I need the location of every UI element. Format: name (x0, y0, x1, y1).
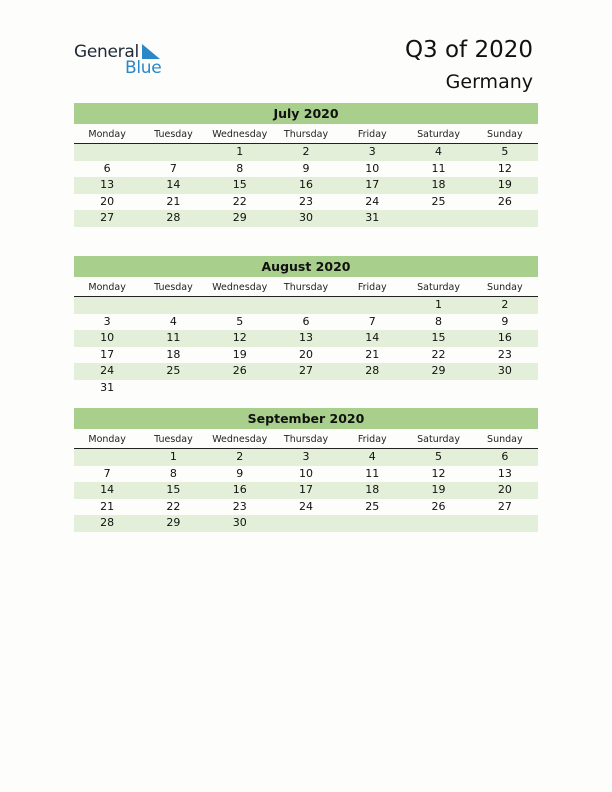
month-july (74, 103, 538, 227)
week-row (74, 330, 538, 347)
week-row (74, 210, 538, 227)
week-row (74, 380, 538, 397)
generalblue-logo (74, 42, 174, 78)
day-cell (405, 380, 471, 397)
day-cell: 15 (166, 483, 181, 497)
day-cell: 2 (236, 450, 244, 463)
month-title: July 2020 (74, 103, 538, 124)
day-cell: 1 (435, 298, 443, 311)
day-cell: 26 (497, 194, 512, 208)
weekday-label: Saturday (417, 434, 460, 445)
day-cell: 24 (298, 499, 313, 513)
week-row (74, 161, 538, 178)
weekday-label: Wednesday (212, 434, 268, 445)
day-cell: 23 (298, 194, 313, 208)
weekday-label: Thursday (283, 129, 329, 140)
day-cell: 31 (365, 211, 380, 225)
weekday-label: Wednesday (212, 129, 268, 140)
day-cell: 22 (431, 347, 446, 361)
week-row (74, 347, 538, 364)
day-cell (472, 515, 538, 532)
week-row (74, 177, 538, 194)
day-cell (140, 297, 206, 314)
day-cell: 15 (232, 178, 247, 192)
day-cell: 5 (501, 145, 509, 158)
weekday-label: Saturday (417, 282, 460, 293)
day-cell: 19 (497, 178, 512, 192)
day-cell: 4 (368, 450, 376, 463)
day-cell: 28 (100, 516, 115, 530)
day-cell: 12 (497, 161, 512, 175)
day-cell: 12 (431, 466, 446, 480)
day-cell: 8 (169, 466, 177, 480)
weekday-label: Sunday (487, 129, 523, 140)
day-cell: 11 (365, 466, 380, 480)
week-row (74, 314, 538, 331)
country-label: Germany (445, 71, 533, 93)
day-cell (207, 380, 273, 397)
week-row (74, 499, 538, 516)
day-cell: 1 (169, 450, 177, 463)
day-cell: 16 (232, 483, 247, 497)
week-row (74, 363, 538, 380)
day-cell: 16 (497, 331, 512, 345)
day-cell: 15 (431, 331, 446, 345)
weekday-label: Tuesday (154, 282, 193, 293)
weekday-label: Friday (357, 434, 387, 445)
day-cell: 26 (232, 364, 247, 378)
day-cell: 24 (100, 364, 115, 378)
day-cell: 21 (365, 347, 380, 361)
weekday-label: Wednesday (212, 282, 268, 293)
week-row (74, 449, 538, 466)
week-row (74, 194, 538, 211)
day-cell: 31 (100, 380, 115, 394)
day-cell: 30 (232, 516, 247, 530)
day-cell: 29 (232, 211, 247, 225)
day-cell: 13 (497, 466, 512, 480)
day-cell (339, 515, 405, 532)
week-row (74, 482, 538, 499)
day-cell: 25 (431, 194, 446, 208)
month-august (74, 256, 538, 397)
day-cell: 11 (166, 331, 181, 345)
week-row (74, 144, 538, 161)
day-cell: 23 (497, 347, 512, 361)
weekday-label: Thursday (283, 282, 329, 293)
day-cell: 29 (431, 364, 446, 378)
day-cell: 3 (302, 450, 310, 463)
day-cell: 27 (100, 211, 115, 225)
day-cell: 17 (298, 483, 313, 497)
week-row (74, 515, 538, 532)
day-cell: 13 (298, 331, 313, 345)
day-cell: 6 (103, 161, 111, 175)
day-cell: 2 (302, 145, 310, 158)
day-cell (74, 144, 140, 161)
weekday-header-row (74, 126, 538, 144)
week-row (74, 466, 538, 483)
day-cell: 5 (236, 314, 244, 328)
day-cell: 20 (298, 347, 313, 361)
day-cell: 3 (103, 314, 111, 328)
day-cell: 8 (435, 314, 443, 328)
day-cell: 10 (100, 331, 115, 345)
day-cell: 13 (100, 178, 115, 192)
weekday-label: Friday (357, 129, 387, 140)
day-cell: 9 (302, 161, 310, 175)
day-cell: 18 (166, 347, 181, 361)
day-cell (472, 210, 538, 227)
day-cell: 7 (169, 161, 177, 175)
weekday-header-row (74, 279, 538, 297)
day-cell: 19 (431, 483, 446, 497)
day-cell (339, 380, 405, 397)
day-cell: 28 (365, 364, 380, 378)
weekday-label: Thursday (283, 434, 329, 445)
day-cell: 4 (169, 314, 177, 328)
day-cell: 20 (497, 483, 512, 497)
day-cell (405, 210, 471, 227)
day-cell (405, 515, 471, 532)
day-cell: 25 (166, 364, 181, 378)
weekday-label: Saturday (417, 129, 460, 140)
day-cell: 21 (166, 194, 181, 208)
day-cell: 12 (232, 331, 247, 345)
month-september (74, 408, 538, 532)
day-cell (472, 380, 538, 397)
week-row (74, 297, 538, 314)
weekday-label: Sunday (487, 434, 523, 445)
weekday-label: Tuesday (154, 434, 193, 445)
day-cell: 7 (103, 466, 111, 480)
weekday-label: Sunday (487, 282, 523, 293)
day-cell: 26 (431, 499, 446, 513)
day-cell: 11 (431, 161, 446, 175)
weekday-label: Friday (357, 282, 387, 293)
day-cell: 20 (100, 194, 115, 208)
day-cell: 18 (431, 178, 446, 192)
day-cell: 10 (365, 161, 380, 175)
day-cell: 24 (365, 194, 380, 208)
day-cell (339, 297, 405, 314)
day-cell: 7 (368, 314, 376, 328)
day-cell: 18 (365, 483, 380, 497)
day-cell: 29 (166, 516, 181, 530)
day-cell: 30 (497, 364, 512, 378)
page-title: Q3 of 2020 (404, 37, 533, 63)
day-cell: 22 (166, 499, 181, 513)
day-cell: 19 (232, 347, 247, 361)
day-cell: 4 (435, 145, 443, 158)
logo-text-general: General (74, 42, 139, 62)
day-cell: 3 (368, 145, 376, 158)
day-cell: 1 (236, 145, 244, 158)
day-cell: 14 (365, 331, 380, 345)
month-title: August 2020 (74, 256, 538, 277)
day-cell: 5 (435, 450, 443, 463)
day-cell: 6 (501, 450, 509, 463)
day-cell: 2 (501, 298, 509, 311)
day-cell: 27 (497, 499, 512, 513)
day-cell (140, 144, 206, 161)
day-cell (74, 449, 140, 466)
day-cell (74, 297, 140, 314)
day-cell: 14 (100, 483, 115, 497)
day-cell: 17 (365, 178, 380, 192)
day-cell: 25 (365, 499, 380, 513)
day-cell: 23 (232, 499, 247, 513)
day-cell: 21 (100, 499, 115, 513)
day-cell: 17 (100, 347, 115, 361)
weekday-label: Tuesday (154, 129, 193, 140)
day-cell: 16 (298, 178, 313, 192)
month-title: September 2020 (74, 408, 538, 429)
day-cell (273, 515, 339, 532)
day-cell: 27 (298, 364, 313, 378)
day-cell: 30 (298, 211, 313, 225)
day-cell: 10 (298, 466, 313, 480)
day-cell: 6 (302, 314, 310, 328)
weekday-label: Monday (88, 282, 126, 293)
weekday-header-row (74, 431, 538, 449)
day-cell: 22 (232, 194, 247, 208)
day-cell (140, 380, 206, 397)
day-cell: 28 (166, 211, 181, 225)
day-cell: 14 (166, 178, 181, 192)
weekday-label: Monday (88, 129, 126, 140)
day-cell (207, 297, 273, 314)
day-cell (273, 297, 339, 314)
day-cell: 8 (236, 161, 244, 175)
day-cell: 9 (501, 314, 509, 328)
weekday-label: Monday (88, 434, 126, 445)
day-cell (273, 380, 339, 397)
logo-text-blue: Blue (125, 58, 162, 78)
day-cell: 9 (236, 466, 244, 480)
